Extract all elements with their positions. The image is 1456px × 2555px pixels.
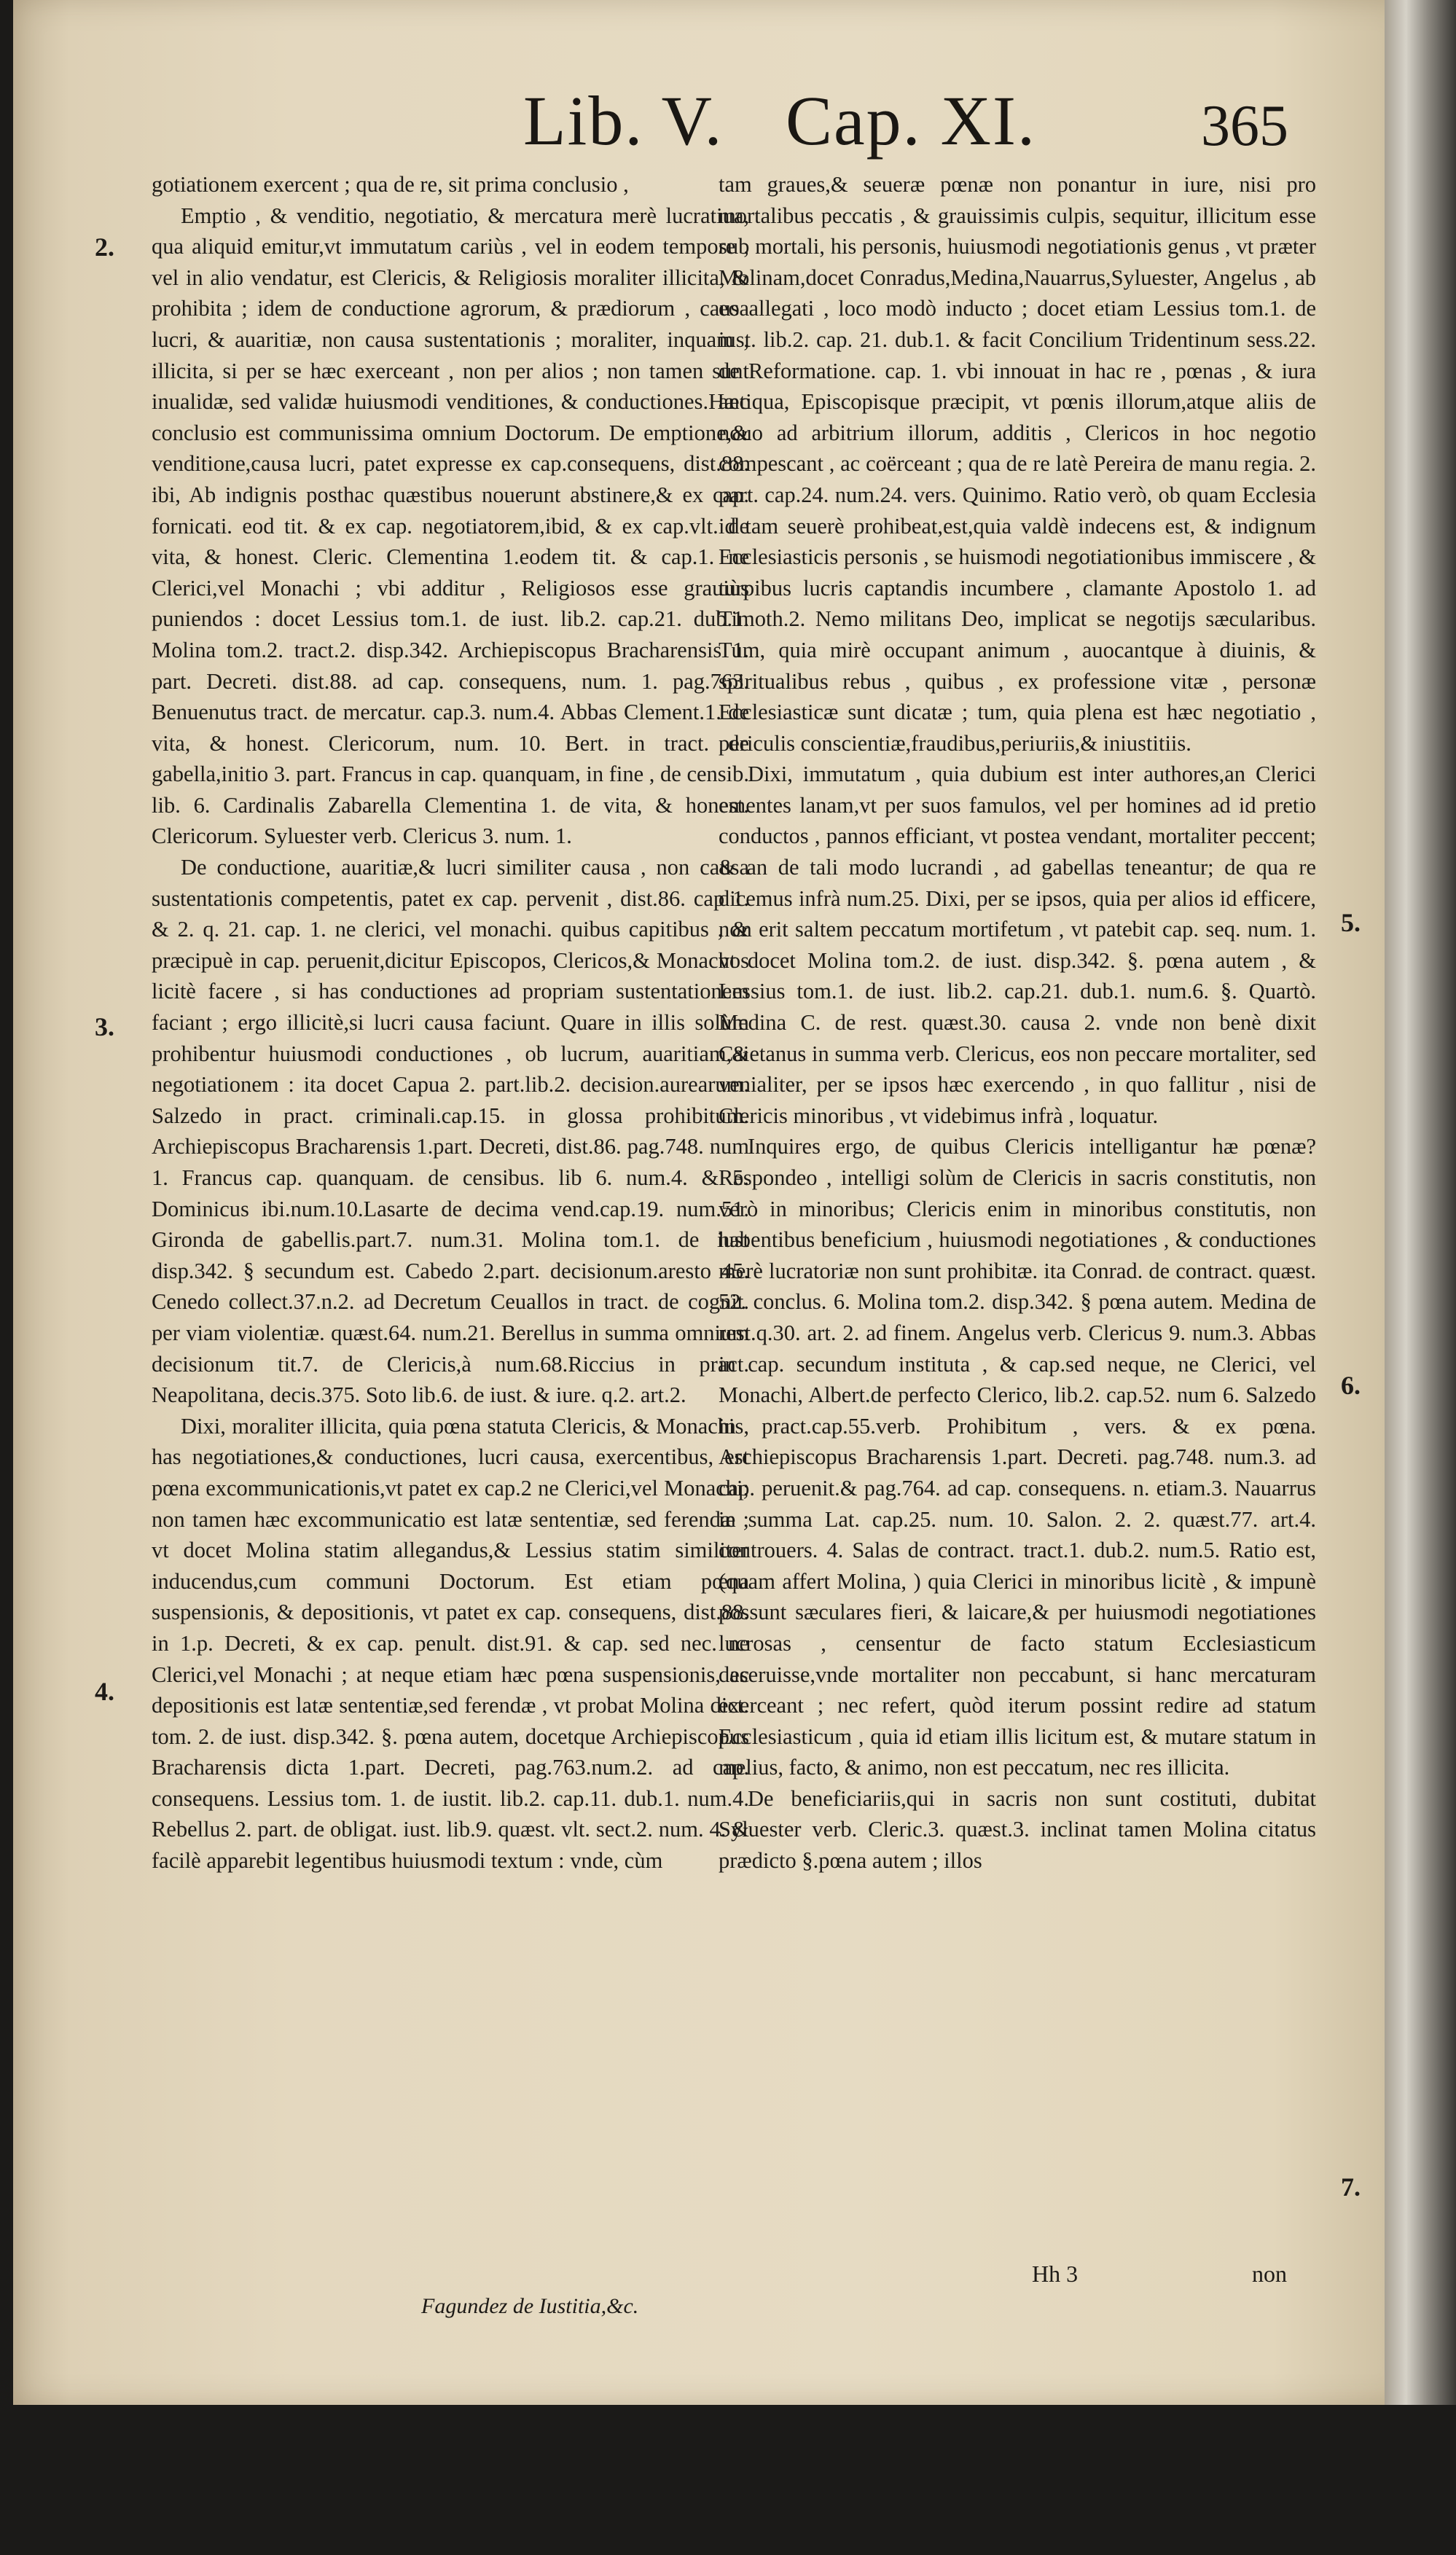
paragraph: Dixi, moraliter illicita, quia pœna statuta Clericis, & Monachis, has negotiationes,& conductiones, lucri causa, exercentibus, est pœna excommunicationis,vt patet ex cap.2 ne Clerici,vel Monachi; non tamen hæc excommunicatio est latæ sententiæ, sed ferendæ ; vt docet Molina statim allegandus,& Lessius statim similiter inducendus,cum communi Doctorum. Est etiam pœna suspensionis, & depositionis, vt patet ex cap. consequens, dist.88. in 1.p. Decreti, & ex cap. penult. dist.91. & cap. sed nec. ne Clerici,vel Monachi ; at neque etiam hæc pœna suspensionis, ac depositionis est latæ sententiæ,sed ferendæ , vt probat Molina dict. tom. 2. de iust. disp.342. §. pœna autem, docetque Archiepiscopus Bracharensis dicta 1.part. Decreti, pag.763.num.2. ad cap. consequens. Lessius tom. 1. de iustit. lib.2. cap.11. dub.1. num.4. Rebellus 2. part. de obligat. iust. lib.9. quæst. vlt. sect.2. num. 4. & facilè apparebit legentibus huiusmodi textum : vnde, cùm [152, 1413, 749, 1874]
margin-number: 5. [1341, 908, 1361, 937]
paragraph: tam graues,& seueræ pœnæ non ponantur in iure, nisi pro mortalibus peccatis , & grauissimis culpis, sequitur, illicitum esse sub mortali, his personis, huiusmodi negotiationis genus , vt præter Molinam,docet Conradus,Medina,Nauarrus,Syluester, Angelus , ab eo allegati , loco modò inducto ; docet etiam Lessius tom.1. de iust. lib.2. cap. 21. dub.1. & facit Concilium Tridentinum sess.22. de Reformatione. cap. 1. vbi innouat in hac re , pœnas , & iura antiqua, Episcopisque præcipit, vt pœnis illorum,atque aliis de nouo ad arbitrium illorum, additis , Clericos in hoc negotio compescant , ac coërceant ; qua de re latè Pereira de manu regia. 2. part. cap.24. num.24. vers. Quinimo. Ratio verò, ob quam Ecclesia id tam seuerè prohibeat,est,quia valdè indecens est, & indignum Ecclesiasticis personis , se huismodi negotiationibus immiscere , & turpibus lucris captandis incumbere , clamante Apostolo 1. ad Timoth.2. Nemo militans Deo, implicat se negotijs sæcularibus. Tum, quia mirè occupant animum , auocantque à diuinis, & spiritualibus rebus , quibus , ex professione vitæ , personæ Ecclesiasticæ sunt dicatæ ; tum, quia plena est hæc negotiatio , periculis conscientiæ,fraudibus,periuriis,& iniustitiis. [719, 172, 1316, 756]
book-page [13, 0, 1412, 2405]
right-column [719, 169, 1316, 1877]
paragraph: Emptio , & venditio, negotiatio, & mercatura merè lucratiua, qua aliquid emitur,vt immutatum cariùs , vel in eodem tempore , vel in alio vendatur, est Clericis, & Religiosis moraliter illicita, & prohibita ; idem de conductione agrorum, & prædiorum , causa lucri, & auaritiæ, non causa sustentationis ; moraliter, inquam , illicita, si per se hæc exerceant , non per alios ; non tamen sunt inualidæ, sed validæ huiusmodi venditiones, & conductiones.Hæc conclusio est communissima omnium Doctorum. De emptione,& venditione,causa lucri, patet expresse ex cap.consequens, dist.88. ibi, Ab indignis posthac quæstibus nouerunt abstinere,& ex cap. fornicati. eod tit. & ex cap. negotiatorem,ibid, & ex cap.vlt. de vita, & honest. Cleric. Clementina 1.eodem tit. & cap.1. ne Clerici,vel Monachi ; vbi additur , Religiosos esse grauiùs puniendos : docet Lessius tom.1. de iust. lib.2. cap.21. dub.1. Molina tom.2. tract.2. disp.342. Archiepiscopus Bracharensis 1. part. Decreti. dist.88. ad cap. consequens, num. 1. pag.763. Benuenutus tract. de mercatur. cap.3. num.4. Abbas Clement.1. de vita, & honest. Clericorum, num. 10. Bert. in tract. de gabella,initio 3. part. Francus in cap. quanquam, in fine , de censib. lib. 6. Cardinalis Zabarella Clementina 1. de vita, & honest. Clericorum. Syluester verb. Clericus 3. num. 1. [152, 203, 749, 849]
running-header [13, 73, 1412, 168]
paragraph: gotiationem exercent ; qua de re, sit prima conclusio , [152, 172, 629, 197]
catchword-left: Fagundez de Iustitia,&c. [421, 2294, 639, 2318]
margin-number: 6. [1341, 1371, 1361, 1400]
book-edge [1385, 0, 1456, 2405]
book-number: Lib. V. [523, 82, 724, 160]
catchword-right: non [1252, 2261, 1287, 2287]
signature-mark: Hh 3 [1032, 2261, 1079, 2287]
margin-number: 2. [95, 232, 114, 262]
chapter-number: Cap. XI. [786, 82, 1036, 160]
margin-number: 7. [1341, 2172, 1361, 2202]
paragraph: De conductione, auaritiæ,& lucri similiter causa , non causa sustentationis competentis, patet ex cap. pervenit , dist.86. cap 1. & 2. q. 21. cap. 1. ne clerici, vel monachi. quibus capitibus , & præcipuè in cap. peruenit,dicitur Episcopos, Clericos,& Monachos licitè facere , si has conductiones ad propriam sustentationem faciant ; ergo illicitè,si lucri causa faciunt. Quare in illis solùm prohibentur huiusmodi conductiones , ob lucrum, auaritiam,& negotiationem : ita docet Capua 2. part.lib.2. decision.aurearum. Salzedo in pract. criminali.cap.15. in glossa prohibitum. Archiepiscopus Bracharensis 1.part. Decreti, dist.86. pag.748. num 1. Francus cap. quanquam. de censibus. lib 6. num.4. & 5. Dominicus ibi.num.10.Lasarte de decima vend.cap.19. num.51. Gironda de gabellis.part.7. num.31. Molina tom.1. de iust disp.342. § secundum est. Cabedo 2.part. decisionum.aresto 45. Cenedo collect.37.n.2. ad Decretum Ceuallos in tract. de cognit. per viam violentiæ. quæst.64. num.21. Berellus in summa omnium decisionum tit.7. de Clericis,à num.68.Riccius in pract. Neapolitana, decis.375. Soto lib.6. de iust. & iure. q.2. art.2. [152, 855, 749, 1408]
page-number: 365 [1201, 94, 1288, 158]
paragraph: De beneficiariis,qui in sacris non sunt costituti, dubitat Syluester verb. Cleric.3. quæst.3. inclinat tamen Molina citatus prædicto §.pœna autem ; illos [719, 1785, 1316, 1874]
margin-number: 3. [95, 1012, 114, 1041]
margin-number: 4. [95, 1677, 114, 1706]
paragraph: Inquires ergo, de quibus Clericis intelligantur hæ pœnæ? Respondeo , intelligi solùm de Clericis in sacris constitutis, non verò in minoribus; Clericis enim in minoribus constitutis, non habentibus beneficium , huiusmodi negotiationes , & conductiones merè lucratoriæ non sunt prohibitæ. ita Conrad. de contract. quæst. 52. conclus. 6. Molina tom.2. disp.342. § pœna autem. Medina de rest.q.30. art. 2. ad finem. Angelus verb. Clericus 9. num.3. Abbas in cap. secundum instituta , & cap.sed neque, ne Clerici, vel Monachi, Albert.de perfecto Clerico, lib.2. cap.52. num 6. Salzedo in pract.cap.55.verb. Prohibitum , vers. & ex pœna. Archiepiscopus Bracharensis 1.part. Decreti. pag.748. num.3. ad cap. peruenit.& pag.764. ad cap. consequens. n. etiam.3. Nauarrus in summa Lat. cap.25. num. 10. Salon. 2. 2. quæst.77. art.4. controuers. 4. Salas de contract. tract.1. dub.2. num.5. Ratio est, (quam affert Molina, ) quia Clerici in minoribus licitè , & impunè possunt sæculares fieri, & laicare,& per huiusmodi negotiationes lucrosas , censentur de facto statum Ecclesiasticum deseruisse,vnde mortaliter non peccabunt, si hanc mercaturam exerceant ; nec refert, quòd iterum possint redire ad statum Ecclesiasticum , quia id etiam illis licitum est, & mutare statum in melius, facto, & animo, non est peccatum, nec res illicita. [719, 1134, 1316, 1780]
paragraph: Dixi, immutatum , quia dubium est inter authores,an Clerici ementes lanam,vt per suos famulos, vel per homines ad id pretio conductos , pannos efficiant, vt postea vendant, mortaliter peccent; & an de tali modo lucrandi , ad gabellas teneantur; de qua re dicemus infrà num.25. Dixi, per se ipsos, quia per alios id efficere, non erit saltem peccatum mortifetum , vt patebit cap. seq. num. 1. vt docet Molina tom.2. de iust. disp.342. §. pœna autem , & Lessius tom.1. de iust. lib.2. cap.21. dub.1. num.6. §. Quartò. Medina C. de rest. quæst.30. causa 2. vnde non benè dixit Caietanus in summa verb. Clericus, eos non peccare mortaliter, sed venialiter, per se ipsos hæc exercendo , in quo fallitur , nisi de Clericis minoribus , vt videbimus infrà , loquatur. [719, 762, 1316, 1128]
left-column [152, 169, 749, 1877]
